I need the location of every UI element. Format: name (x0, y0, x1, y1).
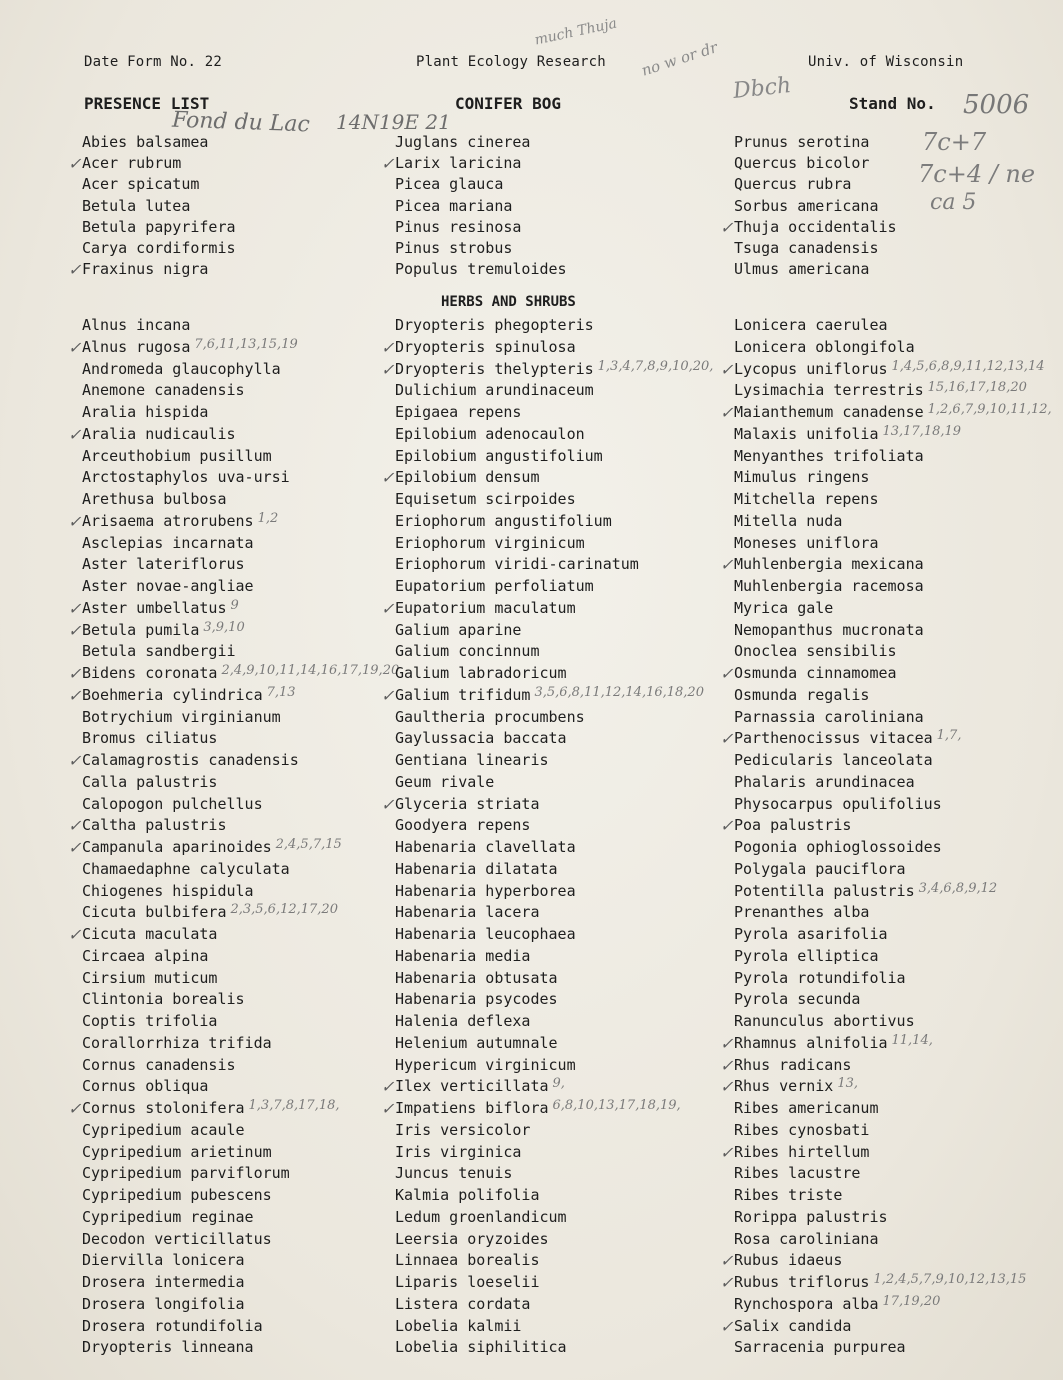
stand-numbers-note: 1,4,5,6,8,9,11,12,13,14 (891, 358, 1045, 374)
research-title: Plant Ecology Research (416, 54, 606, 70)
species-herbs-col2-38: Iris virginica (395, 1142, 522, 1161)
species-herbs-col2-36: Impatiens biflora (395, 1099, 549, 1117)
species-herbs-col1-40: Cypripedium pubescens (82, 1186, 272, 1204)
species-trees-col2-0: Juglans cinerea (395, 133, 531, 151)
species-herbs-col3-5: Malaxis unifolia (734, 424, 879, 443)
species-herbs-col1-28: Cicuta maculata (82, 925, 218, 943)
species-herbs-col1-25: Chamaedaphne calyculata (82, 859, 290, 878)
checkmark-icon: ✓ (720, 1033, 734, 1053)
checkmark-icon: ✓ (720, 1316, 734, 1336)
checkmark-icon: ✓ (68, 154, 82, 174)
species-herbs-col2-26: Habenaria hyperborea (395, 881, 576, 900)
species-herbs-col2-19: Gaylussacia baccata (395, 729, 567, 748)
checkmark-icon: ✓ (68, 424, 82, 444)
species-herbs-col1-38: Cypripedium arietinum (82, 1142, 272, 1161)
species-herbs-col2-4: Epigaea repens (395, 403, 522, 421)
species-herbs-col2-32: Halenia deflexa (395, 1012, 531, 1030)
species-herbs-col3-24: Pogonia ophioglossoides (734, 838, 942, 856)
species-herbs-col1-44: Drosera intermedia (82, 1273, 245, 1291)
species-herbs-col1-14: Betula pumila (82, 620, 200, 639)
species-herbs-col2-42: Leersia oryzoides (395, 1229, 549, 1248)
species-herbs-col1-7: Arctostaphylos uva-ursi (82, 468, 290, 487)
stand-numbers-note: 3,4,6,8,9,12 (918, 880, 998, 896)
township-handwritten: 14N19E 21 (336, 110, 451, 134)
right-note-1-handwritten: 7c+7 (922, 128, 987, 156)
species-herbs-col1-34: Cornus canadensis (82, 1055, 236, 1074)
species-herbs-col2-35: Ilex verticillata (395, 1077, 549, 1096)
category-title: CONIFER BOG (455, 94, 561, 113)
stand-numbers-note: 7,13 (266, 684, 296, 700)
university-name: Univ. of Wisconsin (808, 54, 964, 70)
species-herbs-col1-2: Andromeda glaucophylla (82, 359, 281, 378)
stand-numbers-note: 9, (552, 1076, 565, 1092)
checkmark-icon: ✓ (68, 664, 82, 683)
checkmark-icon: ✓ (720, 1142, 734, 1162)
stand-numbers-note: 3,9,10 (203, 619, 245, 635)
species-herbs-col2-11: Eriophorum viridi-carinatum (395, 555, 639, 574)
species-herbs-col3-1: Lonicera oblongifola (734, 337, 915, 356)
species-herbs-col3-33: Rhamnus alnifolia (734, 1033, 888, 1052)
species-trees-col3-4: Thuja occidentalis (734, 217, 897, 236)
checkmark-icon: ✓ (68, 511, 82, 531)
checkmark-icon: ✓ (381, 685, 395, 705)
checkmark-icon: ✓ (68, 925, 82, 944)
species-herbs-col1-31: Clintonia borealis (82, 990, 245, 1009)
species-herbs-col2-29: Habenaria media (395, 946, 531, 965)
species-herbs-col2-25: Habenaria dilatata (395, 859, 558, 878)
species-herbs-col3-4: Maianthemum canadense (734, 403, 924, 421)
right-note-2-handwritten: 7c+4 / ne (918, 160, 1036, 188)
stand-numbers-note: 2,4,9,10,11,14,16,17,19,20 (221, 663, 400, 678)
checkmark-icon: ✓ (381, 598, 395, 618)
checkmark-icon: ✓ (68, 1099, 82, 1118)
species-herbs-col3-14: Nemopanthus mucronata (734, 620, 924, 639)
species-herbs-col1-23: Caltha palustris (82, 816, 227, 835)
species-trees-col2-1: Larix laricina (395, 154, 522, 173)
species-herbs-col3-44: Rubus triflorus (734, 1273, 870, 1291)
species-herbs-col3-30: Pyrola rotundifolia (734, 968, 906, 987)
species-herbs-col3-46: Salix candida (734, 1316, 852, 1335)
species-trees-col1-1: Acer rubrum (82, 154, 182, 173)
checkmark-icon: ✓ (381, 1099, 395, 1118)
species-herbs-col3-38: Ribes hirtellum (734, 1142, 870, 1161)
species-herbs-col1-17: Boehmeria cylindrica (82, 685, 263, 704)
stand-numbers-note: 9 (230, 597, 239, 613)
species-herbs-col2-8: Equisetum scirpoides (395, 490, 576, 508)
species-herbs-col1-22: Calopogon pulchellus (82, 794, 263, 813)
species-trees-col1-5: Carya cordiformis (82, 239, 236, 257)
species-herbs-col3-35: Rhus vernix (734, 1077, 834, 1096)
form-number: Date Form No. 22 (84, 54, 223, 70)
species-herbs-col1-4: Aralia hispida (82, 403, 209, 421)
species-herbs-col3-0: Lonicera caerulea (734, 316, 888, 334)
species-herbs-col2-24: Habenaria clavellata (395, 838, 576, 856)
location-handwritten: Fond du Lac (171, 107, 311, 138)
stand-numbers-note: 13,17,18,19 (882, 423, 962, 439)
species-herbs-col1-42: Decodon verticillatus (82, 1229, 272, 1248)
species-herbs-col3-20: Pedicularis lanceolata (734, 751, 933, 769)
species-trees-col1-4: Betula papyrifera (82, 217, 236, 236)
checkmark-icon: ✓ (720, 555, 734, 575)
species-herbs-col2-17: Galium trifidum (395, 685, 531, 704)
species-herbs-col2-39: Juncus tenuis (395, 1164, 513, 1183)
stand-numbers-note: 17,19,20 (882, 1293, 941, 1309)
species-trees-col2-2: Picea glauca (395, 175, 504, 194)
species-herbs-col3-42: Rosa caroliniana (734, 1229, 879, 1248)
species-herbs-col3-13: Myrica gale (734, 598, 834, 617)
species-herbs-col2-40: Kalmia polifolia (395, 1186, 540, 1204)
species-herbs-col1-12: Aster novae-angliae (82, 577, 254, 595)
checkmark-icon: ✓ (68, 620, 82, 640)
species-herbs-col3-36: Ribes americanum (734, 1099, 879, 1117)
stand-numbers-note: 11,14, (891, 1032, 933, 1048)
checkmark-icon: ✓ (68, 751, 82, 770)
species-herbs-col3-16: Osmunda cinnamomea (734, 664, 897, 682)
checkmark-icon: ✓ (68, 816, 82, 836)
stand-numbers-note: 15,16,17,18,20 (927, 380, 1027, 396)
species-herbs-col2-34: Hypericum virginicum (395, 1055, 576, 1074)
herbs-shrubs-heading: HERBS AND SHRUBS (441, 294, 576, 310)
species-herbs-col2-21: Geum rivale (395, 772, 495, 791)
species-herbs-col3-37: Ribes cynosbati (734, 1120, 870, 1139)
species-herbs-col3-45: Rynchospora alba (734, 1294, 879, 1313)
species-herbs-col3-17: Osmunda regalis (734, 685, 870, 704)
species-trees-col2-4: Pinus resinosa (395, 217, 522, 236)
species-herbs-col2-14: Galium aparine (395, 620, 522, 639)
species-herbs-col2-44: Liparis loeselii (395, 1273, 540, 1291)
stand-numbers-note: 1,3,4,7,8,9,10,20, (597, 358, 714, 374)
species-herbs-col1-13: Aster umbellatus (82, 598, 227, 617)
species-herbs-col2-37: Iris versicolor (395, 1120, 531, 1139)
species-herbs-col3-3: Lysimachia terrestris (734, 381, 924, 400)
species-herbs-col2-15: Galium concinnum (395, 642, 540, 661)
checkmark-icon: ✓ (720, 403, 734, 422)
species-herbs-col1-18: Botrychium virginianum (82, 707, 281, 726)
species-herbs-col1-37: Cypripedium acaule (82, 1120, 245, 1139)
species-herbs-col2-18: Gaultheria procumbens (395, 707, 585, 726)
species-herbs-col3-28: Pyrola asarifolia (734, 925, 888, 943)
species-trees-col2-5: Pinus strobus (395, 239, 513, 257)
species-herbs-col2-7: Epilobium densum (395, 468, 540, 487)
species-herbs-col1-0: Alnus incana (82, 316, 191, 334)
checkmark-icon: ✓ (381, 468, 395, 488)
stand-numbers-note: 1,2,6,7,9,10,11,12, (927, 402, 1052, 417)
species-herbs-col1-45: Drosera longifolia (82, 1294, 245, 1313)
species-herbs-col2-2: Dryopteris thelypteris (395, 359, 594, 378)
species-herbs-col1-8: Arethusa bulbosa (82, 490, 227, 508)
species-herbs-col3-22: Physocarpus opulifolius (734, 794, 942, 813)
species-herbs-col3-11: Muhlenbergia mexicana (734, 555, 924, 574)
species-trees-col3-6: Ulmus americana (734, 260, 870, 279)
species-herbs-col1-43: Diervilla lonicera (82, 1251, 245, 1270)
stand-number-handwritten: 5006 (963, 90, 1030, 120)
checkmark-icon: ✓ (68, 260, 82, 280)
species-trees-col3-0: Prunus serotina (734, 133, 870, 151)
species-herbs-col3-26: Potentilla palustris (734, 881, 915, 900)
right-note-3-handwritten: ca 5 (930, 190, 977, 215)
species-herbs-col1-41: Cypripedium reginae (82, 1207, 254, 1226)
species-herbs-col3-27: Prenanthes alba (734, 903, 870, 922)
species-herbs-col3-40: Ribes triste (734, 1186, 843, 1204)
side-note-2-handwritten: Dbch (731, 73, 793, 104)
species-herbs-col1-20: Calamagrostis canadensis (82, 751, 299, 769)
stand-numbers-note: 13, (837, 1076, 859, 1092)
checkmark-icon: ✓ (381, 337, 395, 357)
species-herbs-col3-7: Mimulus ringens (734, 468, 870, 487)
species-herbs-col2-45: Listera cordata (395, 1294, 531, 1313)
species-herbs-col1-32: Coptis trifolia (82, 1012, 218, 1030)
species-herbs-col2-43: Linnaea borealis (395, 1251, 540, 1270)
species-herbs-col3-29: Pyrola elliptica (734, 946, 879, 965)
stand-numbers-note: 2,4,5,7,15 (275, 837, 342, 852)
species-herbs-col1-9: Arisaema atrorubens (82, 511, 254, 530)
species-herbs-col3-10: Moneses uniflora (734, 533, 879, 552)
species-trees-col3-3: Sorbus americana (734, 196, 879, 215)
species-herbs-col1-36: Cornus stolonifera (82, 1099, 245, 1117)
species-herbs-col2-6: Epilobium angustifolium (395, 446, 603, 465)
checkmark-icon: ✓ (720, 1055, 734, 1075)
species-herbs-col3-34: Rhus radicans (734, 1055, 852, 1074)
species-herbs-col2-22: Glyceria striata (395, 794, 540, 813)
species-trees-col1-6: Fraxinus nigra (82, 260, 209, 279)
stand-numbers-note: 1,3,7,8,17,18, (248, 1098, 340, 1113)
species-herbs-col3-6: Menyanthes trifoliata (734, 446, 924, 465)
species-herbs-col3-9: Mitella nuda (734, 511, 843, 530)
top-note-handwritten: much Thuja (533, 15, 619, 49)
stand-numbers-note: 7,6,11,13,15,19 (194, 336, 298, 352)
species-herbs-col2-41: Ledum groenlandicum (395, 1207, 567, 1226)
species-herbs-col1-26: Chiogenes hispidula (82, 881, 254, 900)
species-herbs-col3-25: Polygala pauciflora (734, 859, 906, 878)
species-herbs-col1-15: Betula sandbergii (82, 642, 236, 661)
species-herbs-col2-16: Galium labradoricum (395, 664, 567, 682)
species-herbs-col3-47: Sarracenia purpurea (734, 1338, 906, 1357)
species-trees-col1-0: Abies balsamea (82, 133, 209, 151)
checkmark-icon: ✓ (720, 359, 734, 379)
species-herbs-col1-27: Cicuta bulbifera (82, 903, 227, 922)
species-herbs-col1-6: Arceuthobium pusillum (82, 446, 272, 465)
species-trees-col1-3: Betula lutea (82, 196, 191, 215)
species-trees-col2-6: Populus tremuloides (395, 260, 567, 279)
species-trees-col3-2: Quercus rubra (734, 175, 852, 194)
species-herbs-col2-3: Dulichium arundinaceum (395, 381, 594, 400)
stand-numbers-note: 1,7, (936, 728, 962, 744)
species-herbs-col1-16: Bidens coronata (82, 664, 218, 682)
species-herbs-col3-39: Ribes lacustre (734, 1164, 861, 1183)
species-herbs-col1-19: Bromus ciliatus (82, 729, 218, 748)
species-herbs-col1-1: Alnus rugosa (82, 337, 191, 356)
species-herbs-col3-31: Pyrola secunda (734, 990, 861, 1009)
species-herbs-col3-15: Onoclea sensibilis (734, 642, 897, 661)
stand-numbers-note: 6,8,10,13,17,18,19, (552, 1098, 681, 1113)
presence-list-title: PRESENCE LIST (84, 94, 210, 113)
checkmark-icon: ✓ (381, 359, 395, 379)
stand-numbers-note: 1,2 (257, 510, 279, 526)
checkmark-icon: ✓ (68, 685, 82, 705)
species-herbs-col2-1: Dryopteris spinulosa (395, 337, 576, 356)
species-herbs-col3-19: Parthenocissus vitacea (734, 729, 933, 748)
stand-numbers-note: 1,2,4,5,7,9,10,12,13,15 (873, 1272, 1027, 1287)
species-herbs-col2-27: Habenaria lacera (395, 903, 540, 922)
species-herbs-col3-18: Parnassia caroliniana (734, 707, 924, 726)
checkmark-icon: ✓ (720, 816, 734, 836)
species-herbs-col1-46: Drosera rotundifolia (82, 1316, 263, 1335)
side-note-handwritten: no w or dr (639, 38, 720, 80)
species-herbs-col3-23: Poa palustris (734, 816, 852, 835)
species-herbs-col1-29: Circaea alpina (82, 946, 209, 965)
species-herbs-col1-47: Dryopteris linneana (82, 1338, 254, 1357)
species-herbs-col1-30: Cirsium muticum (82, 968, 218, 987)
species-herbs-col3-2: Lycopus uniflorus (734, 359, 888, 378)
species-herbs-col2-46: Lobelia kalmii (395, 1316, 522, 1335)
species-herbs-col3-41: Rorippa palustris (734, 1207, 888, 1226)
checkmark-icon: ✓ (720, 217, 734, 237)
checkmark-icon: ✓ (68, 838, 82, 857)
species-herbs-col3-21: Phalaris arundinacea (734, 772, 915, 791)
species-herbs-col1-35: Cornus obliqua (82, 1077, 209, 1096)
checkmark-icon: ✓ (381, 1077, 395, 1097)
checkmark-icon: ✓ (68, 337, 82, 357)
species-herbs-col2-0: Dryopteris phegopteris (395, 316, 594, 334)
species-herbs-col1-39: Cypripedium parviflorum (82, 1164, 290, 1183)
species-herbs-col1-3: Anemone canadensis (82, 381, 245, 400)
species-herbs-col1-5: Aralia nudicaulis (82, 424, 236, 443)
checkmark-icon: ✓ (720, 729, 734, 749)
species-herbs-col2-20: Gentiana linearis (395, 751, 549, 769)
species-trees-col3-5: Tsuga canadensis (734, 239, 879, 257)
stand-numbers-note: 3,5,6,8,11,12,14,16,18,20 (534, 684, 704, 700)
checkmark-icon: ✓ (720, 1077, 734, 1097)
species-herbs-col1-33: Corallorrhiza trifida (82, 1033, 272, 1052)
species-herbs-col2-9: Eriophorum angustifolium (395, 511, 612, 530)
species-herbs-col2-33: Helenium autumnale (395, 1033, 558, 1052)
species-herbs-col2-13: Eupatorium maculatum (395, 598, 576, 617)
checkmark-icon: ✓ (720, 1251, 734, 1271)
species-herbs-col2-31: Habenaria psycodes (395, 990, 558, 1009)
species-herbs-col1-11: Aster lateriflorus (82, 555, 245, 574)
checkmark-icon: ✓ (68, 598, 82, 618)
species-herbs-col3-32: Ranunculus abortivus (734, 1012, 915, 1030)
species-herbs-col1-10: Asclepias incarnata (82, 533, 254, 552)
checkmark-icon: ✓ (720, 664, 734, 683)
species-herbs-col1-21: Calla palustris (82, 772, 218, 791)
species-herbs-col2-28: Habenaria leucophaea (395, 925, 576, 943)
species-herbs-col2-10: Eriophorum virginicum (395, 533, 585, 552)
species-herbs-col3-8: Mitchella repens (734, 490, 879, 508)
species-trees-col2-3: Picea mariana (395, 196, 513, 215)
species-herbs-col2-12: Eupatorium perfoliatum (395, 577, 594, 595)
species-herbs-col2-47: Lobelia siphilitica (395, 1338, 567, 1357)
species-herbs-col1-24: Campanula aparinoides (82, 838, 272, 856)
checkmark-icon: ✓ (720, 1273, 734, 1292)
species-herbs-col2-30: Habenaria obtusata (395, 968, 558, 987)
species-trees-col1-2: Acer spicatum (82, 175, 200, 194)
species-herbs-col3-43: Rubus idaeus (734, 1251, 843, 1270)
stand-numbers-note: 2,3,5,6,12,17,20 (230, 902, 338, 918)
checkmark-icon: ✓ (381, 794, 395, 814)
species-trees-col3-1: Quercus bicolor (734, 154, 870, 173)
species-herbs-col3-12: Muhlenbergia racemosa (734, 577, 924, 595)
stand-label: Stand No. (849, 94, 936, 113)
species-herbs-col2-5: Epilobium adenocaulon (395, 424, 585, 443)
checkmark-icon: ✓ (381, 154, 395, 174)
species-herbs-col2-23: Goodyera repens (395, 816, 531, 835)
